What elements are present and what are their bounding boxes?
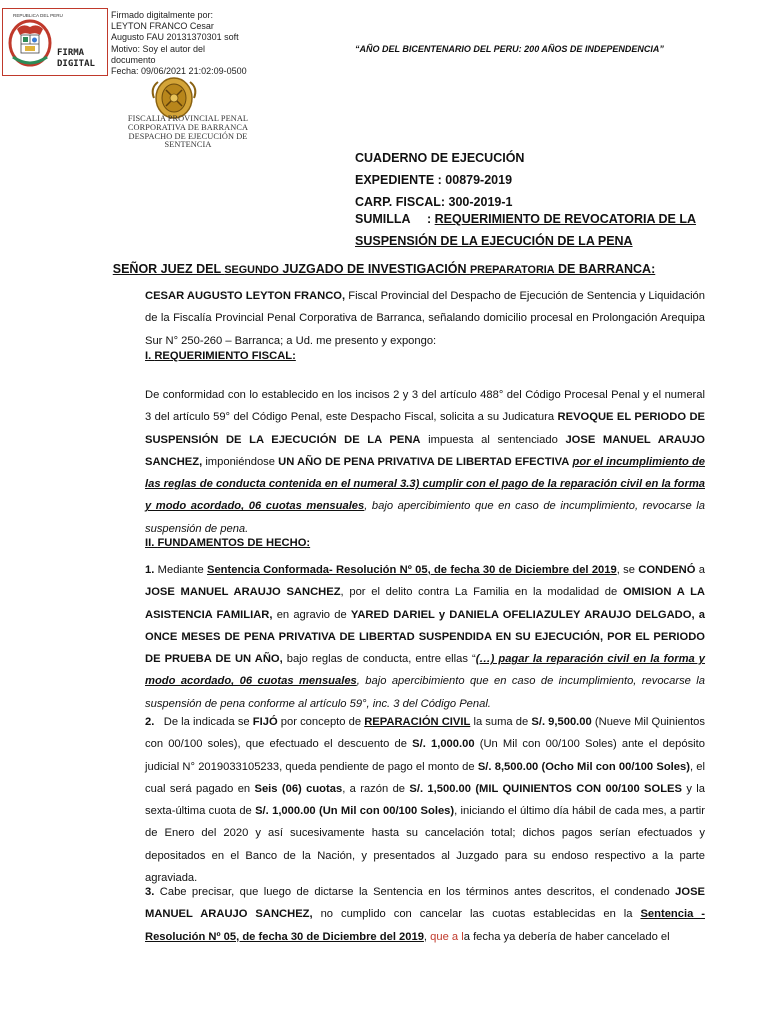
sumilla-label: SUMILLA: [355, 212, 411, 226]
year-motto: “AÑO DEL BICENTENARIO DEL PERU: 200 AÑOS DE INDEPENDENCIA”: [355, 44, 664, 54]
text-run: , bajo apercibimiento que en caso de incumplimiento, revocarse la suspensión de pena conforme al artículo 59°, inc. 3 del Código Penal.: [145, 675, 706, 710]
office-line: FISCALIA PROVINCIAL PENAL: [127, 114, 249, 123]
text-run: CONDENÓ: [638, 564, 696, 576]
section-2-heading: [145, 537, 310, 549]
requirement-paragraph: [145, 384, 705, 540]
text-run: que a l: [430, 930, 464, 943]
item-number: 1.: [145, 564, 155, 576]
text-run: (Un Mil con 00/100 Soles) ante el depósito judicial N° 2019033105233, queda pendiente de pago el monto de: [145, 738, 705, 773]
text-run: , se: [616, 564, 639, 576]
text-run: Seis (06) cuotas: [254, 782, 343, 795]
sumilla-separator: :: [427, 212, 432, 226]
section-title: FUNDAMENTOS DE HECHO:: [157, 537, 311, 549]
emblem-caption: REPUBLICA DEL PERU: [13, 13, 63, 18]
text-run: S/. 1,000.00: [412, 738, 475, 751]
intro-text: Fiscal Provincial del Despacho de Ejecución de Sentencia y Liquidación de la Fiscalía Provincial Penal Corporativa de Barranca, señalando domicilio procesal en Prolongación Arequipa Sur N° 250-260 – Barranca; a Ud. me presento y expongo:: [145, 290, 705, 347]
text-run: De la indicada se: [154, 716, 253, 728]
stamp-label-digital: DIGITAL: [57, 59, 95, 69]
text-run: en agravio de: [272, 608, 351, 621]
stamp-label-firma: FIRMA: [57, 48, 85, 58]
text-run: JOSE MANUEL ARAUJO SANCHEZ: [145, 586, 341, 599]
text-run: JOSE MANUEL ARAUJO SANCHEZ,: [145, 886, 705, 921]
office-line: CORPORATIVA DE BARRANCA: [127, 122, 249, 132]
text-run: Sentencia - Resolución Nº 05, de fecha 30 de Diciembre del 2019: [145, 908, 705, 943]
text-run: , por el delito contra La Familia en la modalidad de: [340, 586, 623, 599]
text-run: , iniciando el último día hábil de cada mes, a partir de Enero del 2020 y así sucesivamente hasta su cancelación total; dichos pagos serían efectuados y depositados en el Banco de la Nación, y presentados al Juzgado para su endoso respectivo a la parte agraviada.: [145, 805, 705, 885]
text-run: Mediante: [154, 564, 207, 576]
text-run: De conformidad con lo establecido en los incisos 2 y 3 del artículo 488° del Código Procesal Penal y el numeral 3 del artículo 59° del Código Penal, este Despacho Fiscal, solicita a su Judicatura: [145, 389, 705, 424]
office-line: DESPACHO DE EJECUCIÓN DE SENTENCIA: [128, 131, 248, 150]
text-run: S/. 9,500.00: [531, 716, 592, 728]
text-run: REPARACIÓN CIVIL: [364, 716, 471, 728]
text-run: OMISION A LA ASISTENCIA FAMILIAR,: [145, 586, 706, 621]
section-number: II.: [145, 537, 158, 549]
text-run: a fecha ya debería de haber cancelado el: [463, 930, 670, 943]
text-run: UN AÑO DE PENA PRIVATIVA DE LIBERTAD EFECTIVA: [278, 455, 570, 468]
signature-details: [111, 10, 271, 77]
text-run: impuesta al sentenciado: [420, 433, 566, 446]
addressee-part: DE BARRANCA:: [554, 262, 656, 276]
office-stamp: [108, 115, 268, 150]
text-run: S/. 8,500.00 (Ocho Mil con 00/100 Soles): [477, 760, 690, 773]
sumilla-text: REQUERIMIENTO DE REVOCATORIA DE LA: [434, 212, 697, 226]
text-run: , a razón de: [342, 782, 410, 795]
addressee-heading: [0, 262, 768, 276]
sumilla-line: [355, 212, 696, 226]
signature-line: Augusto FAU 20131370301 soft: [111, 32, 239, 43]
addressee-part: JUZGADO DE INVESTIGACIÓN: [278, 262, 470, 276]
signature-line: Firmado digitalmente por:: [111, 10, 214, 20]
text-run: ,: [423, 930, 431, 943]
text-run: por concepto de: [277, 716, 365, 728]
section-1-heading: [145, 350, 296, 362]
signature-line: LEYTON FRANCO Cesar: [111, 21, 214, 32]
text-run: JOSE MANUEL ARAUJO SANCHEZ,: [145, 433, 705, 468]
text-run: , el cual será pagado en: [145, 760, 705, 795]
addressee-part: SEGUNDO: [224, 264, 279, 276]
text-run: REVOQUE EL PERIODO DE SUSPENSIÓN DE LA EJECUCIÓN DE LA PENA: [145, 411, 705, 446]
digital-signature-stamp: [2, 8, 108, 76]
fundamento-2-paragraph: [145, 711, 705, 889]
text-run: (…) pagar la reparación civil en la forma y modo acordado, 06 cuotas mensuales: [145, 653, 705, 688]
signature-line: documento: [111, 54, 156, 65]
cuaderno-label: CUADERNO DE EJECUCIÓN: [355, 151, 525, 165]
text-run: la suma de: [470, 716, 532, 728]
text-run: Sentencia Conformada- Resolución Nº 05, de fecha 30 de Diciembre del 2019: [206, 564, 617, 576]
text-run: a: [695, 564, 705, 576]
fundamento-1-paragraph: [145, 559, 705, 715]
sumilla-text-continued: SUSPENSIÓN DE LA EJECUCIÓN DE LA PENA: [355, 234, 633, 248]
signature-line: Fecha: 09/06/2021 21:02:09-0500: [111, 66, 247, 77]
text-run: Cabe precisar, que luego de dictarse la Sentencia en los términos antes descritos, el condenado: [154, 886, 676, 898]
text-run: no cumplido con cancelar las cuotas establecidas en la: [312, 908, 641, 921]
section-number: I.: [145, 350, 155, 362]
text-run: bajo reglas de conducta, entre ellas “: [282, 653, 476, 666]
text-run: imponiéndose: [202, 455, 279, 468]
text-run: S/. 1,500.00 (MIL QUINIENTOS CON 00/100 SOLES: [409, 782, 682, 795]
prosecutor-name: CESAR AUGUSTO LEYTON FRANCO,: [145, 290, 346, 302]
fundamento-3-paragraph: [145, 881, 705, 948]
signature-line: Motivo: Soy el autor del: [111, 43, 206, 54]
carpeta-fiscal-number: CARP. FISCAL: 300-2019-1: [355, 195, 513, 209]
section-title: REQUERIMIENTO FISCAL:: [154, 350, 296, 362]
intro-paragraph: [145, 285, 705, 352]
peru-coat-of-arms-icon: [3, 9, 107, 75]
addressee-part: PREPARATORIA: [469, 264, 555, 276]
text-run: S/. 1,000.00 (Un Mil con 00/100 Soles): [255, 805, 455, 818]
expediente-number: EXPEDIENTE : 00879-2019: [355, 173, 513, 187]
item-number: 3.: [145, 886, 155, 898]
text-run: (Nueve Mil Quinientos con 00/100 soles), que efectuado el descuento de: [145, 716, 705, 751]
text-run: y la sexta-última cuota de: [145, 782, 705, 818]
text-run: YARED DARIEL y DANIELA OFELIAZULEY ARAUJO DELGADO, a ONCE MESES DE PENA PRIVATIVA DE LIBERTAD SUSPENDIDA EN SU EJECUCIÓN, POR EL PERIODO DE PRUEBA DE UN AÑO,: [145, 608, 705, 666]
item-number: 2.: [145, 716, 155, 728]
text-run: , bajo apercibimiento que en caso de incumplimiento, revocarse la suspensión de pena.: [145, 500, 705, 535]
text-run: FIJÓ: [252, 716, 278, 728]
addressee-part: SEÑOR JUEZ DEL: [112, 262, 225, 276]
text-run: por el incumplimiento de las reglas de conducta contenida en el numeral 3.3) cumplir con el pago de la reparación civil en la forma y modo acordado, 06 cuotas mensuales: [145, 455, 706, 513]
